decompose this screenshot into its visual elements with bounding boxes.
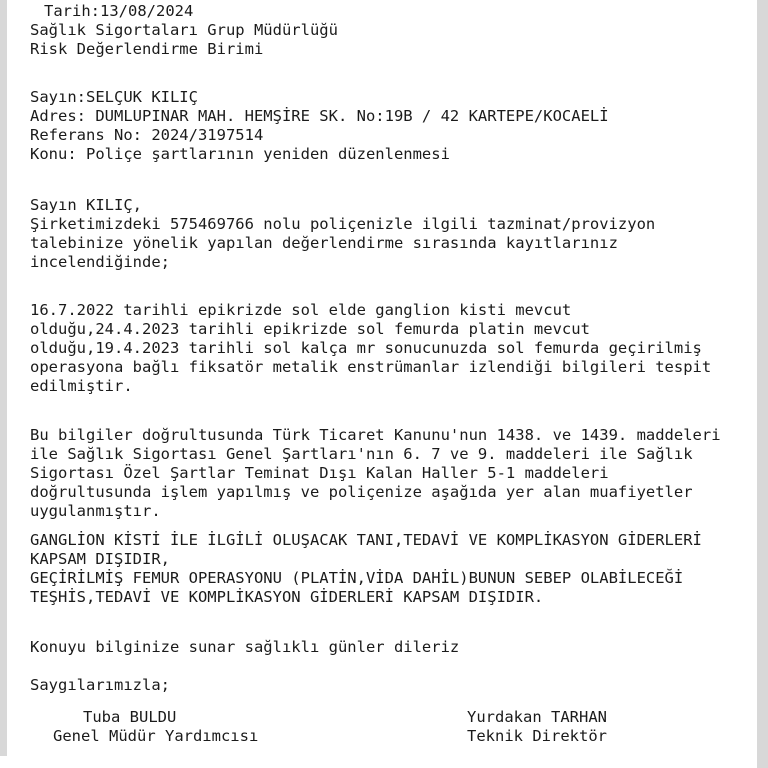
regards-block — [30, 676, 748, 695]
intro-line: Şirketimizdeki 575469766 nolu poliçenizle ilgili tazminat/provizyon — [30, 215, 656, 233]
recipient-address-line: Adres: DUMLUPINAR MAH. HEMŞİRE SK. No:19B / 42 KARTEPE/KOCAELİ — [30, 107, 609, 125]
legal-line: uygulanmıştır. — [30, 502, 161, 520]
signer-name: Tuba BULDU — [83, 708, 177, 726]
signature-right — [467, 708, 607, 746]
legal-line: Bu bilgiler doğrultusunda Türk Ticaret Kanunu'nun 1438. ve 1439. maddeleri — [30, 426, 721, 444]
intro-line: talebinize yönelik yapılan değerlendirme sırasında kayıtlarınız — [30, 234, 618, 252]
findings-line: edilmiştir. — [30, 377, 133, 395]
signer-title: Genel Müdür Yardımcısı — [53, 727, 259, 745]
sender-department: Sağlık Sigortaları Grup Müdürlüğü — [30, 21, 338, 39]
closing-line: Konuyu bilginize sunar sağlıklı günler dileriz — [30, 638, 460, 656]
findings-line: olduğu,24.4.2023 tarihli epikrizde sol femurda platin mevcut — [30, 320, 590, 338]
salutation-line: Sayın KILIÇ, — [30, 196, 142, 214]
exclusion-line: GEÇİRİLMİŞ FEMUR OPERASYONU (PLATİN,VİDA DAHİL)BUNUN SEBEP OLABİLECEĞİ — [30, 569, 684, 587]
legal-line: ile Sağlık Sigortası Genel Şartları'nın 6. 7 ve 9. maddeleri ile Sağlık — [30, 445, 693, 463]
recipient-name-line: Sayın:SELÇUK KILIÇ — [30, 88, 198, 106]
recipient-block — [30, 88, 748, 164]
findings-line: 16.7.2022 tarihli epikrizde sol elde ganglion kisti mevcut — [30, 301, 572, 319]
reference-number-line: Referans No: 2024/3197514 — [30, 126, 264, 144]
legal-line: doğrultusunda işlem yapılmış ve poliçenize aşağıda yer alan muafiyetler — [30, 483, 693, 501]
medical-findings-block — [30, 301, 748, 396]
subject-line: Konu: Poliçe şartlarının yeniden düzenlenmesi — [30, 145, 450, 163]
signer-name: Yurdakan TARHAN — [467, 708, 607, 726]
legal-line: Sigortası Özel Şartlar Teminat Dışı Kalan Haller 5-1 maddeleri — [30, 464, 609, 482]
signature-left — [53, 708, 748, 746]
regards-line: Saygılarımızla; — [30, 676, 170, 694]
exclusion-line: GANGLİON KİSTİ İLE İLGİLİ OLUŞACAK TANI,TEDAVİ VE KOMPLİKASYON GİDERLERİ — [30, 531, 702, 549]
exclusion-line: TEŞHİS,TEDAVİ VE KOMPLİKASYON GİDERLERİ KAPSAM DIŞIDIR. — [30, 588, 544, 606]
signer-title: Teknik Direktör — [467, 727, 607, 745]
sender-unit: Risk Değerlendirme Birimi — [30, 40, 264, 58]
signature-row — [30, 708, 748, 768]
findings-line: olduğu,19.4.2023 tarihli sol kalça mr sonucunuzda sol femurda geçirilmiş — [30, 339, 702, 357]
findings-line: operasyona bağlı fiksatör metalik enstrümanlar izlendiği bilgileri tespit — [30, 358, 712, 376]
date-line: Tarih:13/08/2024 — [44, 2, 194, 20]
legal-basis-block — [30, 426, 748, 521]
letter-header — [30, 2, 748, 59]
salutation-block — [30, 196, 748, 272]
closing-block — [30, 638, 748, 657]
exclusion-line: KAPSAM DIŞIDIR, — [30, 550, 170, 568]
intro-line: incelendiğinde; — [30, 253, 170, 271]
exclusions-block — [30, 531, 748, 607]
